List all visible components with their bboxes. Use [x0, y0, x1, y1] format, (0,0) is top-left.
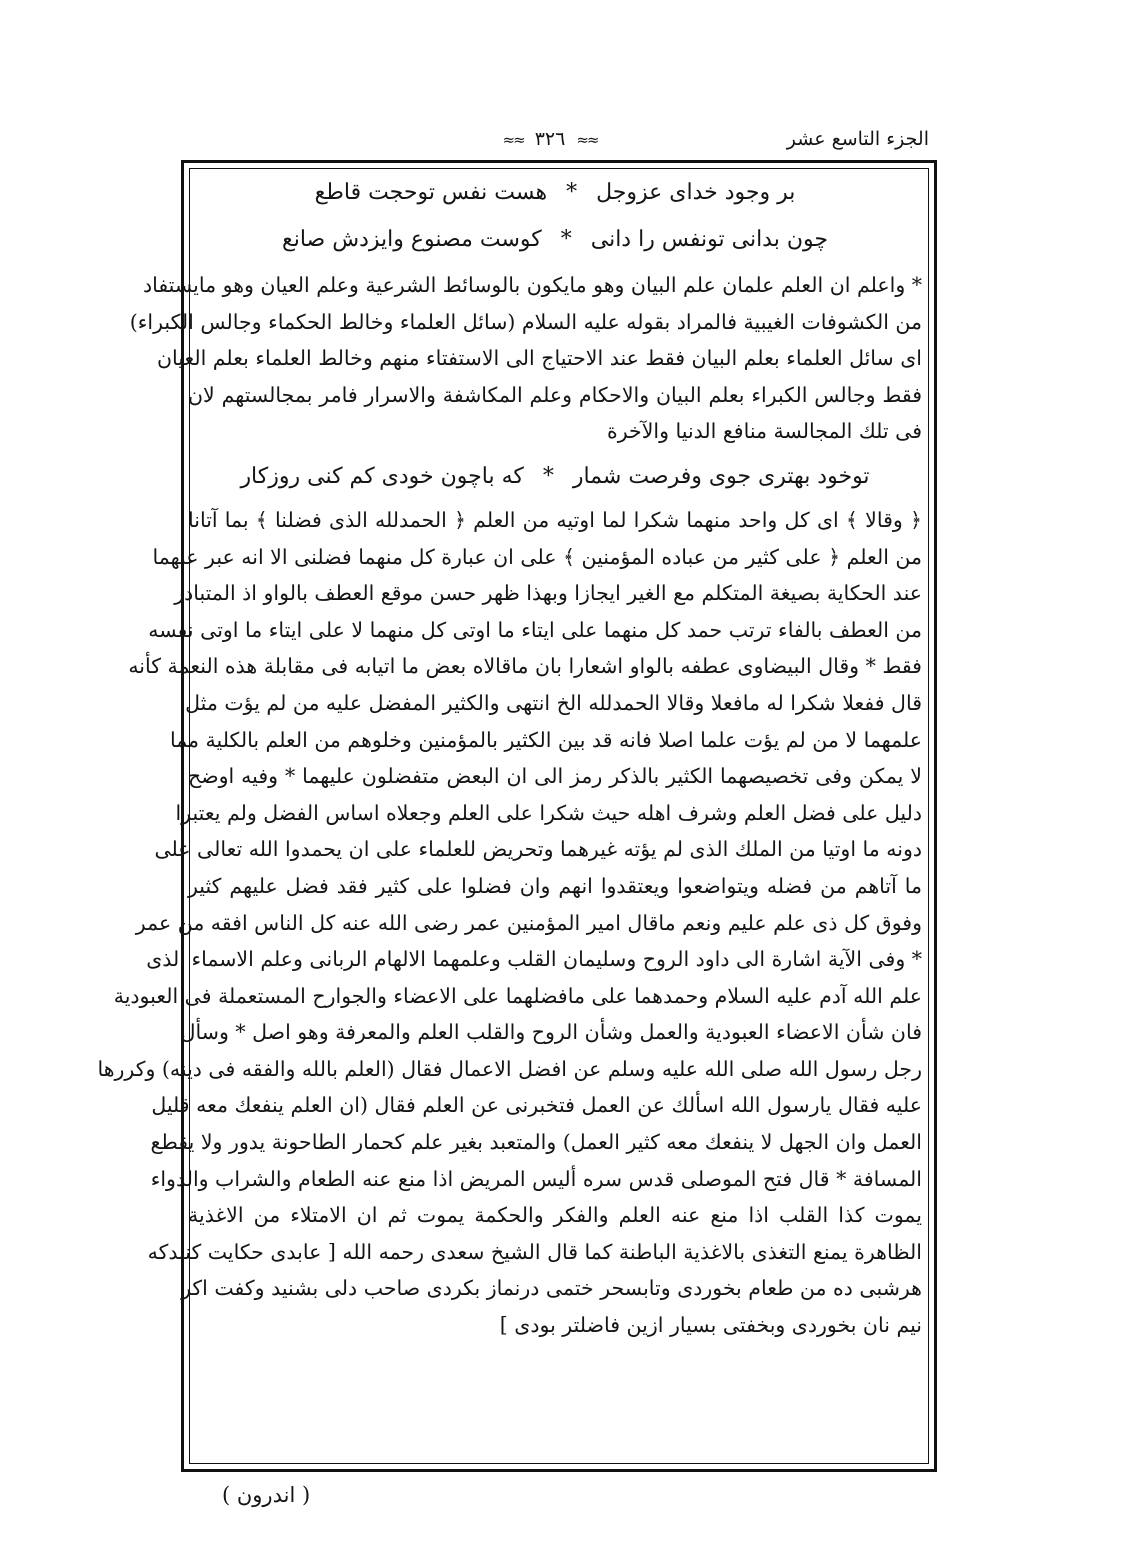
page-number: ٣٢٦ [534, 128, 566, 150]
hemistich-first: بر وجود خداى عزوجل [596, 180, 796, 205]
text-line: هرشبى ده من طعام بخوردى وتابسحر ختمى درنماز بكردى صاحب دلى بشنيد وكفت اكر [181, 1276, 922, 1301]
text-line: دونه ما اوتيا من الملك الذى لم يؤته غيرهما وتحريض للعلماء على ان يحمدوا الله تعالى على [154, 837, 922, 862]
page-number-group [470, 128, 630, 150]
text-line: فى تلك المجالسة منافع الدنيا والآخرة [606, 419, 922, 444]
text-line: العمل وان الجهل لا ينفعك معه كثير العمل) والمتعبد بغير علم كحمار الطاحونة يدور ولا يقطع [150, 1130, 922, 1155]
verse-line [188, 171, 922, 215]
text-line: علمهما لا من لم يؤت علما اصلا فانه قد بين الكثير بالمؤمنين وخلوهم من العلم بالكلية مما [169, 727, 922, 752]
verse-separator: * [542, 463, 554, 489]
verse-line [188, 218, 922, 262]
running-title: الجزء التاسع عشر [786, 128, 929, 150]
text-line: من العطف بالفاء ترتب حمد كل منهما على ايتاء ما اوتى كل منهما لا على ايتاء ما اوتى نفسه [148, 617, 922, 642]
hemistich-first: چون بدانى تونفس را دانى [590, 227, 828, 252]
ornament-right: ≈≈ [576, 131, 598, 149]
verse-block-middle [188, 452, 922, 502]
text-line: * واعلم ان العلم علمان علم البيان وهو مايكون بالوسائط الشرعية وعلم العيان وهو مايستفاد [142, 273, 922, 297]
hemistich-first: توخود بهترى جوى وفرصت شمار [572, 463, 870, 489]
page-body [97, 168, 922, 1344]
hemistich-second: كه باچون خودى كم كنى روزكار [240, 463, 524, 489]
hemistich-second: كوست مصنوع وايزدش صانع [282, 227, 542, 252]
text-line: نيم نان بخوردى وبخفتى بسيار ازين فاضلتر بودى ] [499, 1313, 922, 1338]
verse-block-top [188, 171, 922, 267]
text-line: فان شأن الاعضاء العبودية والعمل وشأن الروح والقلب العلم والمعرفة وهو اصل * وسأل [180, 1020, 922, 1045]
hemistich-second: هست نفس توحجت قاطع [314, 180, 548, 205]
paragraph-2 [97, 502, 922, 1344]
text-line: ما آتاهم من فضله ويتواضعوا ويعتقدوا انهم وان فضلوا على كثير فقد فضل عليهم كثير [188, 873, 922, 898]
verse-separator: * [566, 180, 578, 205]
text-line: من الكشوفات الغيبية فالمراد بقوله عليه السلام (سائل العلماء وخالط الحكماء وجالس الكبراء) [129, 309, 922, 334]
text-line: فقط * وقال البيضاوى عطفه بالواو اشعارا بان ماقالاه بعض ما اتيابه فى مقابلة هذه النعمة كأنه [128, 654, 922, 679]
text-line: من العلم ﴿ على كثير من عباده المؤمنين ﴾ على ان عبارة كل منهما فضلنى الا انه عبر عنهما [152, 544, 922, 569]
verse-separator: * [560, 227, 572, 252]
catchword: ( اندرون ) [222, 1483, 311, 1507]
text-line: * وفى الآية اشارة الى داود الروح وسليمان القلب وعلمهما الالهام الربانى وعلم الاسماء الذى [146, 947, 922, 972]
text-line: اى سائل العلماء بعلم البيان فقط عند الاحتياج الى الاستفتاء منهم وخالط العلماء بعلم العيان [156, 346, 922, 371]
text-line: عليه فقال يارسول الله اسألك عن العمل فتخبرنى عن العلم فقال (ان العلم ينفعك معه قليل [151, 1093, 922, 1118]
text-line: عند الحكاية بصيغة المتكلم مع الغير ايجازا وبهذا ظهر حسن موقع العطف بالواو اذ المتبادر [174, 581, 922, 606]
text-line: المسافة * قال فتح الموصلى قدس سره أليس المريض اذا منع عنه الطعام والشراب والدواء [150, 1166, 922, 1191]
text-line: رجل رسول الله صلى الله عليه وسلم عن افضل الاعمال فقال (العلم بالله والفقه فى دينه) وكررها [97, 1056, 922, 1081]
text-line: قال ففعلا شكرا له مافعلا وقالا الحمدلله الخ انتهى والكثير المفضل عليه من لم يؤت مثل [185, 690, 922, 715]
running-header [0, 128, 1141, 162]
ornament-left: ≈≈ [502, 131, 524, 149]
text-line: فقط وجالس الكبراء بعلم البيان والاحكام وعلم المكاشفة والاسرار فامر بمجالستهم لان [188, 382, 922, 407]
text-line: ﴿ وقالا ﴾ اى كل واحد منهما شكرا لما اوتيه من العلم ﴿ الحمدلله الذى فضلنا ﴾ بما آتانا [188, 507, 922, 532]
text-line: دليل على فضل العلم وشرف اهله حيث شكرا على العلم وجعلاه اساس الفضل ولم يعتبرا [175, 800, 922, 825]
text-line: الظاهرة يمنع التغذى بالاغذية الباطنة كما قال الشيخ سعدى رحمه الله [ عابدى حكايت كنندكه [147, 1239, 922, 1264]
text-line: وفوق كل ذى علم عليم ونعم ماقال امير المؤمنين عمر رضى الله عنه كل الناس افقه من عمر [135, 910, 922, 935]
verse-line [188, 452, 922, 502]
text-line: علم الله آدم عليه السلام وحمدهما على مافضلهما على الاعضاء والجوارح المستعملة فى العبودية [113, 983, 922, 1008]
paragraph-1 [129, 267, 922, 450]
text-line: يموت كذا القلب اذا منع عنه العلم والفكر والحكمة يموت ثم ان الامتلاء من الاغذية [188, 1203, 922, 1228]
text-line: لا يمكن وفى تخصيصهما الكثير بالذكر رمز الى ان البعض متفضلون عليهما * وفيه اوضح [188, 764, 922, 789]
